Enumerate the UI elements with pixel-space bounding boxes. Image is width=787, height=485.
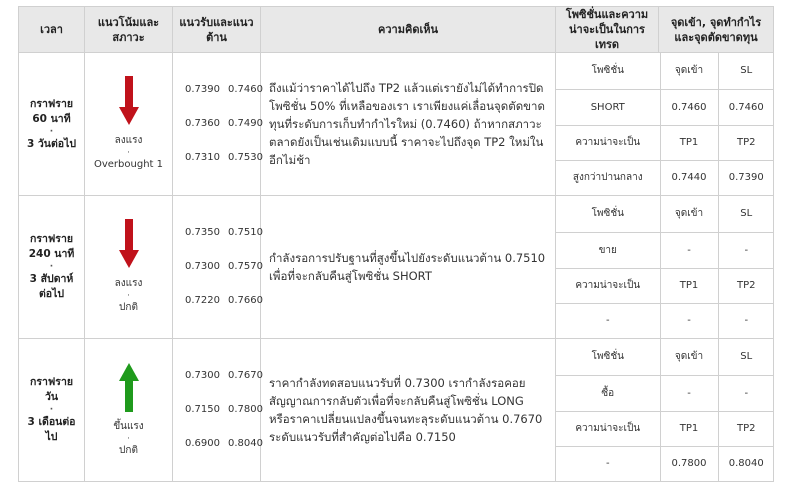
position-grid-cell: - — [556, 303, 660, 338]
position-grid-row — [556, 303, 774, 338]
level-pair — [185, 216, 263, 250]
position-grid-cell: โพซิชั่น — [556, 339, 660, 375]
position-grid — [556, 339, 774, 481]
header-comment: ความคิดเห็น — [261, 7, 556, 53]
level-pair — [185, 393, 263, 427]
position-grid-cell: - — [660, 232, 718, 268]
position-grid-cell: TP1 — [660, 125, 718, 160]
level-value: 0.7670 — [228, 370, 263, 381]
trend-label: ขึ้นแรง — [113, 421, 144, 432]
trend-state: ปกติ — [119, 302, 138, 313]
period-text: กราฟราย — [29, 233, 73, 245]
position-grid-cell: โพซิชั่น — [556, 196, 660, 232]
period-text: กราฟราย — [29, 97, 73, 110]
trend-label: ลงแรง — [114, 278, 143, 289]
position-grid-cell: 0.7440 — [660, 160, 718, 195]
position-grid-cell: 0.8040 — [718, 446, 774, 481]
trend-state: Overbought 1 — [93, 159, 163, 170]
level-value: 0.6900 — [185, 438, 220, 449]
period-text: · — [49, 126, 54, 137]
trend-separator: · — [127, 434, 130, 444]
level-value: 0.7660 — [228, 295, 263, 306]
position-grid-cell: ซื้อ — [556, 375, 660, 411]
levels-cell — [173, 53, 261, 196]
position-grid-row — [556, 196, 774, 232]
period-cell — [19, 339, 85, 482]
level-value: 0.7460 — [228, 84, 263, 95]
position-grid-cell: TP2 — [718, 411, 774, 446]
levels-cell — [173, 196, 261, 339]
position-grid-cell: TP2 — [718, 268, 774, 303]
level-value: 0.7150 — [185, 404, 220, 415]
period-text: 60 นาที — [32, 112, 71, 125]
level-value: 0.7220 — [185, 295, 220, 306]
position-grid-cell: โพซิชั่น — [556, 53, 660, 89]
position-grid-row — [556, 160, 774, 195]
level-value: 0.7310 — [185, 152, 220, 163]
comment-cell: กำลังรอการปรับฐานที่สูงขึ้นไปยังระดับแนวต้าน 0.7510 เพื่อที่จะกลับคืนสู่โพซิชั่น SHORT — [261, 196, 556, 339]
position-grid-row — [556, 53, 774, 89]
period-text: 3 สัปดาห์ — [29, 273, 74, 285]
position-grid-cell: - — [660, 375, 718, 411]
header-entry: จุดเข้า, จุดทำกำไรและจุดตัดขาดทุน — [659, 7, 774, 53]
level-value: 0.7360 — [185, 118, 220, 129]
position-grid-cell: สูงกว่าปานกลาง — [556, 160, 660, 195]
position-grid-cell: 0.7800 — [660, 446, 718, 481]
position-cell — [556, 53, 774, 196]
comment-cell: ถึงแม้ว่าราคาได้ไปถึง TP2 แล้วแต่เรายังไม่ได้ทำการปิดโพซิชั่น 50% ที่เหลือของเรา เราเพียงแค่เลื่อนจุดตัดขาดทุนที่ระดับการเก็บทำกำไรใหม่ (0.7460) ถ้าหากสภาวะตลาดยังเป็นเช่นเดิมแบบนี้ ราคาจะไปถึงจุด TP2 ใหม่ในอีกไม่ช้า — [261, 53, 556, 196]
arrow-up-icon — [119, 362, 139, 412]
level-pair — [185, 359, 263, 393]
position-grid-cell: ความน่าจะเป็น — [556, 125, 660, 160]
level-value: 0.7800 — [228, 404, 263, 415]
trend-separator: · — [127, 291, 130, 301]
position-grid-cell: ความน่าจะเป็น — [556, 268, 660, 303]
position-grid-row — [556, 375, 774, 411]
position-grid-cell: SL — [718, 339, 774, 375]
trend-cell — [85, 196, 173, 339]
period-text: · — [49, 405, 54, 415]
header-position: โพซิชั่นและความน่าจะเป็นในการเทรด — [556, 7, 659, 53]
level-pair — [185, 107, 263, 141]
level-value: 0.7350 — [185, 227, 220, 238]
period-cell — [19, 53, 85, 196]
position-grid-row — [556, 89, 774, 125]
position-grid-cell: 0.7460 — [718, 89, 774, 125]
trend-label: ลงแรง — [114, 135, 143, 146]
period-text: 3 วันต่อไป — [26, 137, 77, 150]
period-text: 240 นาที — [28, 248, 75, 260]
position-grid-cell: 0.7390 — [718, 160, 774, 195]
header-row — [19, 7, 774, 53]
period-text: ต่อไป — [38, 288, 65, 300]
period-text: ไป — [45, 431, 58, 443]
position-grid-cell: - — [660, 303, 718, 338]
position-grid-cell: SL — [718, 196, 774, 232]
period-text: กราฟราย — [29, 376, 73, 388]
position-grid-cell: - — [718, 375, 774, 411]
position-grid-cell: TP1 — [660, 268, 718, 303]
period-text: 3 เดือนต่อ — [27, 416, 76, 428]
header-period: เวลา — [19, 7, 85, 53]
position-grid-cell: - — [718, 303, 774, 338]
position-grid-cell: - — [556, 446, 660, 481]
period-text: · — [49, 262, 54, 272]
arrow-down-icon — [119, 76, 139, 126]
position-grid-cell: TP2 — [718, 125, 774, 160]
position-grid-cell: TP1 — [660, 411, 718, 446]
position-grid — [556, 196, 774, 338]
table-row — [19, 53, 774, 196]
level-pair — [185, 250, 263, 284]
position-grid-cell: SL — [718, 53, 774, 89]
level-value: 0.7490 — [228, 118, 263, 129]
level-value: 0.7300 — [185, 370, 220, 381]
position-cell — [556, 196, 774, 339]
position-grid-row — [556, 446, 774, 481]
trend-cell — [85, 53, 173, 196]
level-pair — [185, 284, 263, 318]
position-grid — [556, 53, 774, 195]
period-cell — [19, 196, 85, 339]
position-grid-row — [556, 125, 774, 160]
comment-cell: ราคากำลังทดสอบแนวรับที่ 0.7300 เรากำลังรอคอยสัญญาณการกลับตัวเพื่อที่จะกลับคืนสู่โพซิชั่น LONG หรือราคาเปลี่ยนแปลงขึ้นจนทะลุระดับแนวต้าน 0.7670 ระดับแนวรับที่สำคัญต่อไปคือ 0.7150 — [261, 339, 556, 482]
position-grid-cell: ความน่าจะเป็น — [556, 411, 660, 446]
level-value: 0.7300 — [185, 261, 220, 272]
level-pair — [185, 73, 263, 107]
levels-cell — [173, 339, 261, 482]
position-grid-cell: ขาย — [556, 232, 660, 268]
position-grid-cell: 0.7460 — [660, 89, 718, 125]
table-row — [19, 339, 774, 482]
level-value: 0.7530 — [228, 152, 263, 163]
level-value: 0.7570 — [228, 261, 263, 272]
position-grid-cell: จุดเข้า — [660, 53, 718, 89]
arrow-down-icon — [119, 219, 139, 269]
trend-state: ปกติ — [119, 445, 138, 456]
period-text: วัน — [44, 391, 59, 403]
position-grid-cell: จุดเข้า — [660, 339, 718, 375]
header-levels: แนวรับและแนวต้าน — [173, 7, 261, 53]
level-pair — [185, 141, 263, 175]
position-grid-cell: - — [718, 232, 774, 268]
position-grid-row — [556, 268, 774, 303]
position-grid-cell: จุดเข้า — [660, 196, 718, 232]
position-grid-cell: SHORT — [556, 89, 660, 125]
trend-cell — [85, 339, 173, 482]
level-value: 0.8040 — [228, 438, 263, 449]
position-grid-row — [556, 339, 774, 375]
position-cell — [556, 339, 774, 482]
table-row — [19, 196, 774, 339]
header-trend: แนวโน้มและสภาวะ — [85, 7, 173, 53]
level-value: 0.7390 — [185, 84, 220, 95]
level-pair — [185, 427, 263, 461]
position-grid-row — [556, 232, 774, 268]
trend-separator: · — [127, 148, 130, 158]
level-value: 0.7510 — [228, 227, 263, 238]
position-grid-row — [556, 411, 774, 446]
forecast-table — [18, 6, 774, 482]
